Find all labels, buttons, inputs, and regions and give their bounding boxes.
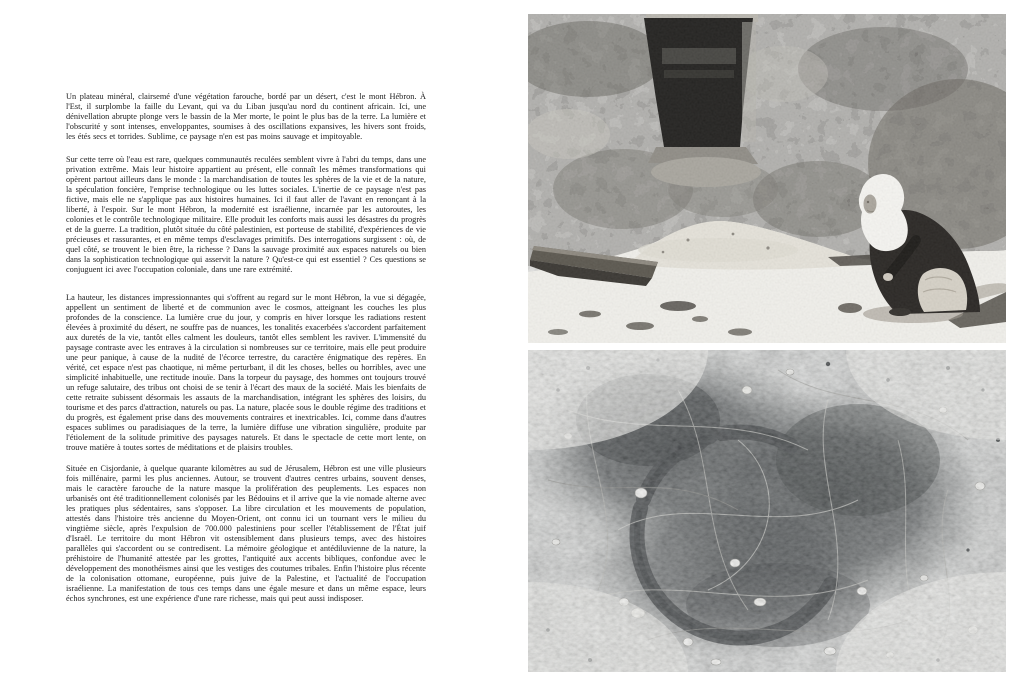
- photo-ruins-figure-image: [528, 14, 1006, 343]
- paragraph-4: Située en Cisjordanie, à quelque quarante kilomètres au sud de Jérusalem, Hébron est une ville plusieurs fois millénaire, parmi les plus anciennes. Autour, se trouvent d'autres centres urbains, souvent denses, mais le caractère farouche de la nature masque la prolifération des peuplements. Les espaces non urbanisés ont été traditionnellement colonisés par les Bédouins et il arrive que la vie nomade alterne avec les pratiques plus sédentaires, sans s'opposer. La libre circulation et les mouvements de population, attestés dans l'histoire très ancienne du Moyen-Orient, ont connu ici un tournant vers le milieu du vingtième siècle, après l'expulsion de 700.000 palestiniens pour sceller l'établissement de l'État juif d'Israël. Le territoire du mont Hébron vit ostensiblement dans plusieurs temps, avec des histoires parallèles qui s'accordent ou se contredisent. La mémoire géologique et antédiluvienne de la nature, la préhistoire de l'humanité attestée par les grottes, l'antiquité aux accents bibliques, confondue avec le développement des monothéismes ainsi que les vestiges des coutumes tribales. Enfin l'histoire plus récente de la colonisation ottomane, européenne, puis juive de la Palestine, et l'actualité de l'occupation israélienne. La manifestation de tous ces temps dans une égale mesure et dans un même espace, leurs échos synchrones, est une expérience d'une rare richesse, mais qui peut aussi indisposer.: [66, 464, 426, 603]
- paragraph-2: Sur cette terre où l'eau est rare, quelques communautés reculées semblent vivre à l'abri du temps, dans une privation extrême. Mais leur histoire appartient au présent, elle connaît les mêmes transformations qui opèrent partout ailleurs dans le monde : la marchandisation de toutes les sphères de la vie et de la nature, la spéculation foncière, l'emprise technologique ou les luttes sociales. L'inertie de ce paysage n'est pas fictive, mais elle ne s'applique pas aux histoires humaines. Ici il faut aller de l'avant en renonçant à la liberté, à l'espoir. Sur le mont Hébron, la modernité est israélienne, incarnée par les autoroutes, les colonies et le contrôle technologique militaire. Elle produit les conforts mais aussi les désastres du progrès et de la guerre. La tradition, plutôt située du côté palestinien, est porteuse de stabilité, d'expériences de vie précieuses et rassurantes, et en même temps d'esclavages primitifs. Des interrogations surgissent : où, de quel côté, se trouvent le bien être, la richesse ? Dans la sauvage proximité aux espaces naturels ou bien dans la sophistication technologique qui asservit la nature ? Qu'est-ce qui est essentiel ? Ces questions se conjuguent ici avec l'occupation coloniale, dans une rare extrémité.: [66, 155, 426, 274]
- photo-straw-ring-image: [528, 350, 1006, 672]
- article-text: [66, 92, 426, 604]
- paragraph-1: Un plateau minéral, clairsemé d'une végétation farouche, bordé par un désert, c'est le mont Hébron. À l'Est, il surplombe la faille du Levant, qui va du Liban jusqu'au nord du continent africain. Ici, une dénivellation abrupte plonge vers le bassin de la Mer morte, le point le plus bas de la terre. La lumière et l'obscurité y sont intenses, enveloppantes, soumises à des oscillations expansives, les hivers sont froids, les étés secs et torrides. Sublime, ce paysage n'en est pas moins sauvage et impitoyable.: [66, 92, 426, 141]
- photo-ruins-figure: [528, 14, 1006, 343]
- photo-straw-ring: [528, 350, 1006, 672]
- paragraph-3: La hauteur, les distances impressionnantes qui s'offrent au regard sur le mont Hébron, la vue si dégagée, appellent un sentiment de liberté et de communion avec le cosmos, atteignant les couches les plus profondes de la conscience. La lumière crue du jour, y compris en hiver lorsque les radiations restent élevées à proximité du désert, ne souffre pas de nuances, les tonalités exacerbées s'accordent parfaitement aux duretés de la vie, tantôt elles calment les douleurs, tantôt elles semblent les raviver. L'immensité du paysage contraste avec les entraves à la circulation si nombreuses sur ce territoire, mais elle peut produire une peur panique, à cause de la nudité de l'écorce terrestre, du caractère énigmatique des repères. En vérité, cet espace n'est pas chaotique, ni même perturbant, il dit les choses, belles ou horribles, avec une simplicité inhabituelle, une rectitude inouïe. Dans la torpeur du paysage, des hommes ont toujours trouvé un refuge salutaire, des tribus ont choisi de se tenir à l'écart des maux de la société. Mais les bienfaits de cette retraite subissent désormais les assauts de la marchandisation, intégrant les sphères des loisirs, du tourisme et des parcs d'attraction, naturels ou pas. La nature, placée sous le double régime des traditions et du progrès, est également prise dans des mouvements contraires et inextricables. Ici, comme dans d'autres espaces sublimes ou paradisiaques de la terre, la lumière diffuse une vibration singulière, produite par l'étiolement de la solitude primitive des paysages naturels. Et dans le spectacle de cette mort lente, on trouve matière à toutes sortes de méditations et de plaisirs troubles.: [66, 293, 426, 452]
